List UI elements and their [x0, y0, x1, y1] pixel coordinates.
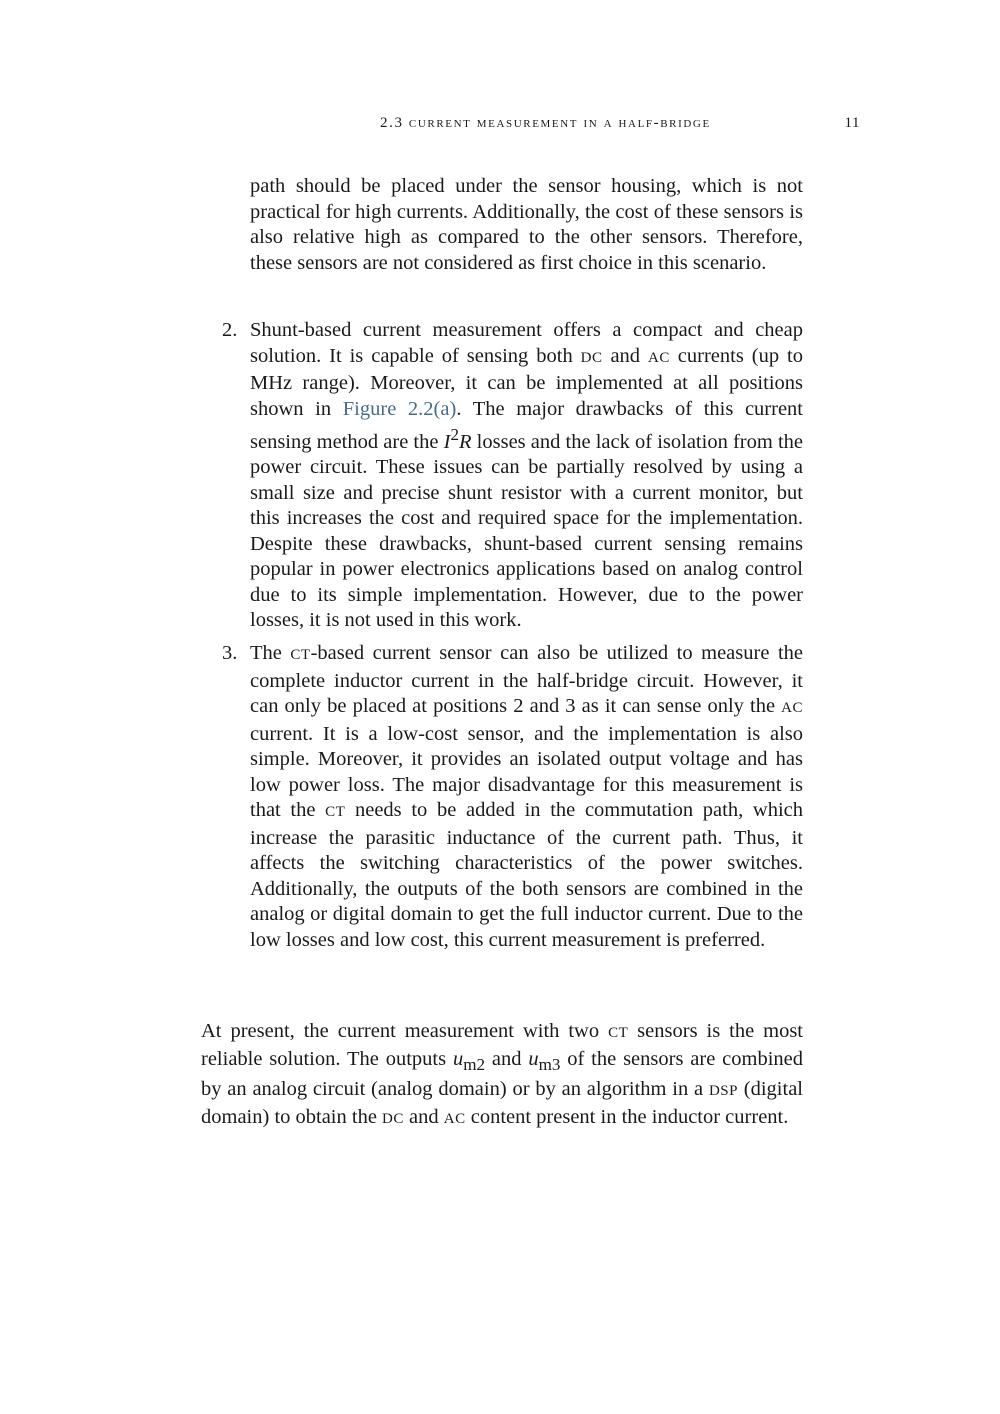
text-run: content present in the inductor current. [465, 1105, 789, 1128]
text-run: and [403, 1105, 444, 1128]
math-superscript: 2 [450, 425, 459, 444]
math-symbol-r: R [459, 430, 472, 453]
section-title: 2.3 current measurement in a half-bridge [380, 115, 711, 131]
closing-paragraph [201, 1019, 803, 1132]
text-run: losses and the lack of isolation from the power circuit. These issues can be partially resolved by using a small size and precise shunt resistor with a current monitor, but this increases the cost and required space for the implementation. Despite these drawbacks, shunt-based current sensing remains popular in power electronics applications based on analog control due to its simple implementation. However, due to the power losses, it is not used in this work. [250, 430, 803, 632]
page-number: 11 [844, 115, 860, 131]
text-run: At present, the current measurement with two [201, 1020, 609, 1042]
abbr-ac: AC [781, 700, 803, 716]
abbr-dsp: DSP [708, 1083, 738, 1100]
list-item-2 [222, 318, 803, 634]
text-run: currents (up to MHz range). Moreover, it can be implemented at all positions shown in [250, 344, 803, 420]
abbr-dc: DC [382, 1110, 404, 1127]
abbr-ct: CT [290, 647, 311, 663]
figure-reference-link[interactable]: Figure 2.2(a) [342, 397, 457, 420]
abbr-ct: CT [608, 1025, 629, 1041]
list-number: 3. [222, 642, 238, 664]
text-run: and [485, 1047, 529, 1070]
text-run: The [250, 642, 291, 664]
text-run: . The major drawbacks of this current sensing method are the [250, 397, 803, 453]
text-run: Shunt-based current measurement offers a compact and cheap solution. It is capable of sensing both [250, 319, 803, 367]
text-run: needs to be added in the commutation path, which increase the parasitic inductance of the current path. Thus, it affects the switching characteristics of the power switches. Additionally, the outputs of the both sensors are combined in the analog or digital domain to get the full inductor current. Due to the low losses and low cost, this current measurement is preferred. [250, 799, 803, 951]
text-run: current. It is a low-cost sensor, and the implementation is also simple. Moreover, it provides an isolated output voltage and has low power loss. The major disadvantage for this measurement is that the [250, 722, 803, 821]
list-item-3 [222, 641, 804, 953]
text-run: and [602, 344, 648, 367]
math-subscript: m3 [538, 1054, 561, 1074]
math-symbol-u: u [452, 1047, 464, 1070]
text-run: sensors is the most reliable solution. The outputs [201, 1020, 803, 1070]
abbr-ac: AC [648, 349, 670, 366]
text-run: -based current sensor can also be utilized to measure the complete inductor current in the half-bridge circuit. However, it can only be placed at positions 2 and 3 as it can sense only the [250, 642, 804, 717]
text-run: (digital domain) to obtain the [201, 1078, 803, 1128]
math-subscript: m2 [463, 1054, 486, 1074]
abbr-ac: AC [443, 1110, 466, 1127]
math-symbol-u: u [528, 1047, 539, 1070]
continuation-paragraph: path should be placed under the sensor housing, which is not practical for high currents. Additionally, the cost of these sensors is also relative high as compared to the other sensors. Therefore, these sensors are not considered as first choice in this scenario. [250, 175, 803, 274]
abbr-dc: DC [580, 349, 603, 366]
list-number: 2. [222, 319, 238, 341]
abbr-ct: CT [325, 804, 346, 820]
math-symbol-i: I [443, 430, 451, 453]
text-run: of the sensors are combined by an analog circuit (analog domain) or by an algorithm in a [201, 1047, 804, 1101]
